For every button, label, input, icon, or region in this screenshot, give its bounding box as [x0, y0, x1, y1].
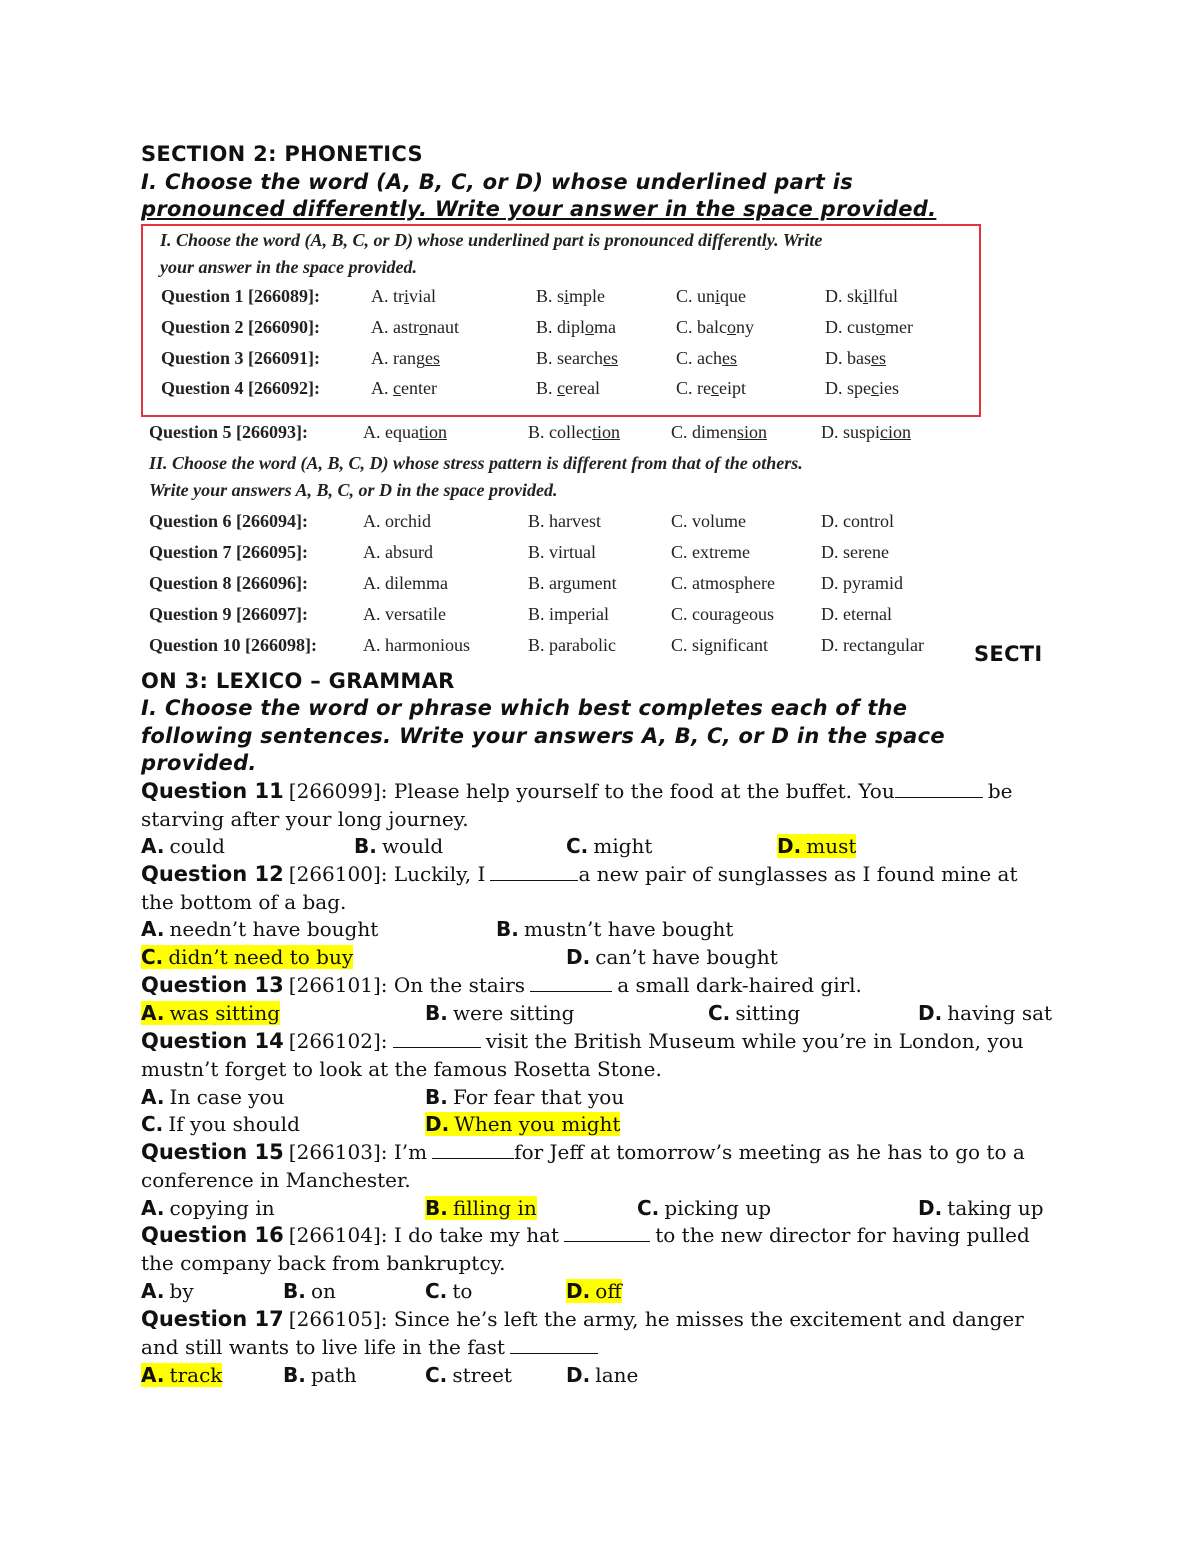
pron-option-a[interactable]: [371, 286, 436, 307]
question-11-stem: Question 11 [266099]: Please help yourself to the food at the buffet. You be: [141, 779, 1013, 803]
option-text: C. ach: [676, 348, 722, 368]
pron-option-a[interactable]: [371, 317, 459, 338]
section3-instruction-line3: provided.: [141, 751, 257, 775]
stress-option-d[interactable]: D. pyramid: [821, 573, 903, 593]
underlined-part: c: [393, 378, 401, 398]
underlined-part: tion: [418, 422, 447, 442]
image-instruction-line2: your answer in the space provided.: [160, 257, 418, 277]
question-17-stem: Question 17 [266105]: Since he’s left the army, he misses the excitement and danger: [141, 1307, 1024, 1331]
pron-option-a[interactable]: [371, 348, 440, 369]
option-text: eipt: [719, 378, 746, 398]
q14-option-c[interactable]: C. If you should: [141, 1112, 300, 1136]
pron-option-c[interactable]: [676, 317, 754, 338]
question-11-stem-line2: starving after your long journey.: [141, 807, 469, 831]
question-label: Question 16: [141, 1223, 284, 1247]
stress-question-label: Question 9 [266097]:: [149, 604, 308, 624]
underlined-part: i: [715, 286, 721, 306]
q15-option-c[interactable]: C. picking up: [637, 1196, 772, 1220]
q11-option-b[interactable]: B. would: [354, 834, 444, 858]
q12-option-b[interactable]: B. mustn’t have bought: [496, 917, 734, 941]
q13-option-d[interactable]: D. having sat: [918, 1001, 1053, 1025]
pron-option-d[interactable]: [825, 348, 886, 369]
pron-option-b[interactable]: [536, 348, 618, 369]
underlined-part: o: [876, 317, 885, 337]
option-text: C. un: [676, 286, 716, 306]
stress-option-d[interactable]: D. serene: [821, 542, 889, 562]
q17-option-d[interactable]: D. lane: [566, 1363, 639, 1387]
pron-option-b[interactable]: [536, 317, 616, 338]
option-text: naut: [428, 317, 459, 337]
option-text: B. search: [536, 348, 603, 368]
stress-instruction-line2: Write your answers A, B, C, or D in the space provided.: [149, 480, 558, 500]
question-16-stem-line2: the company back from bankruptcy.: [141, 1251, 506, 1275]
q12-option-d[interactable]: D. can’t have bought: [566, 945, 778, 969]
pron-option-d[interactable]: [825, 317, 913, 338]
answer-blank: [530, 990, 612, 992]
q16-option-a[interactable]: A. by: [141, 1279, 194, 1303]
stress-question-label: Question 7 [266095]:: [149, 542, 308, 562]
option-text: mple: [569, 286, 606, 306]
question-14-stem-line2: mustn’t forget to look at the famous Rosetta Stone.: [141, 1057, 662, 1081]
q11-option-c[interactable]: C. might: [566, 834, 653, 858]
answer-blank: [393, 1046, 481, 1048]
q14-option-d-answer[interactable]: D. When you might: [425, 1112, 621, 1136]
section3-title-part1: SECTI: [974, 642, 1043, 666]
stress-option-b[interactable]: B. virtual: [528, 542, 596, 562]
stress-option-d[interactable]: D. rectangular: [821, 635, 924, 655]
stress-option-a[interactable]: A. harmonious: [363, 635, 470, 655]
pron-question-label: Question 5 [266093]:: [149, 422, 308, 442]
section3-instruction-line1: I. Choose the word or phrase which best completes each of the: [141, 696, 908, 720]
stress-option-c[interactable]: C. significant: [671, 635, 768, 655]
underlined-part: i: [863, 286, 869, 306]
pron-option-c[interactable]: [676, 348, 737, 369]
option-text: B. dipl: [536, 317, 586, 337]
q13-option-a-answer[interactable]: A. was sitting: [141, 1001, 281, 1025]
q11-option-d-answer[interactable]: D. must: [777, 834, 857, 858]
answer-blank: [564, 1240, 650, 1242]
q17-option-c[interactable]: C. street: [425, 1363, 512, 1387]
question-16-stem: Question 16 [266104]: I do take my hat to the new director for having pulled: [141, 1223, 1030, 1247]
q16-option-c[interactable]: C. to: [425, 1279, 473, 1303]
option-text: C. balc: [676, 317, 727, 337]
stress-option-a[interactable]: A. versatile: [363, 604, 446, 624]
q17-option-a-answer[interactable]: A. track: [141, 1363, 223, 1387]
section3-title-part2: ON 3: LEXICO – GRAMMAR: [141, 669, 455, 693]
q12-option-a[interactable]: A. needn’t have bought: [141, 917, 379, 941]
q13-option-c[interactable]: C. sitting: [708, 1001, 801, 1025]
question-12-stem-line2: the bottom of a bag.: [141, 890, 347, 914]
option-text: vial: [409, 286, 437, 306]
option-text: A. rang: [371, 348, 425, 368]
question-label: Question 14: [141, 1029, 284, 1053]
answer-blank: [432, 1157, 514, 1159]
pron-question-label: Question 2 [266090]:: [161, 317, 320, 337]
question-17-stem-line2: and still wants to live life in the fast: [141, 1335, 598, 1359]
pron-option-b[interactable]: [528, 422, 620, 443]
pron-option-a[interactable]: [363, 422, 447, 443]
pron-option-d[interactable]: [825, 378, 899, 399]
option-text: C. re: [676, 378, 711, 398]
stress-option-c[interactable]: C. extreme: [671, 542, 750, 562]
question-15-stem-line2: conference in Manchester.: [141, 1168, 411, 1192]
stress-option-a[interactable]: A. absurd: [363, 542, 433, 562]
underlined-part: es: [871, 348, 886, 368]
q14-option-b[interactable]: B. For fear that you: [425, 1085, 625, 1109]
underlined-part: o: [727, 317, 736, 337]
underlined-part: es: [602, 348, 618, 368]
q15-option-d[interactable]: D. taking up: [918, 1196, 1044, 1220]
pron-option-b[interactable]: [536, 286, 605, 307]
option-text: D. suspi: [821, 422, 881, 442]
underlined-part: o: [585, 317, 595, 337]
option-text: A.: [371, 378, 393, 398]
stress-option-d[interactable]: D. eternal: [821, 604, 892, 624]
option-text: ies: [879, 378, 899, 398]
question-label: Question 11: [141, 779, 284, 803]
stress-option-c[interactable]: C. volume: [671, 511, 746, 531]
option-text: D. sk: [825, 286, 864, 306]
option-text: llful: [868, 286, 899, 306]
stress-option-c[interactable]: C. courageous: [671, 604, 774, 624]
question-12-stem: Question 12 [266100]: Luckily, I a new pair of sunglasses as I found mine at: [141, 862, 1018, 886]
q13-option-b[interactable]: B. were sitting: [425, 1001, 575, 1025]
option-text: ny: [736, 317, 754, 337]
stress-option-b[interactable]: B. harvest: [528, 511, 601, 531]
stress-question-label: Question 10 [266098]:: [149, 635, 317, 655]
option-text: D. bas: [825, 348, 871, 368]
underlined-part: c: [871, 378, 879, 398]
pron-option-c[interactable]: [676, 378, 746, 399]
underlined-part: es: [721, 348, 737, 368]
option-text: mer: [885, 317, 913, 337]
question-label: Question 12: [141, 862, 284, 886]
option-text: C. dimen: [671, 422, 737, 442]
option-text: ereal: [565, 378, 600, 398]
question-14-stem: Question 14 [266102]: visit the British Museum while you’re in London, you: [141, 1029, 1024, 1053]
underlined-part: c: [557, 378, 566, 398]
question-15-stem: Question 15 [266103]: I’m for Jeff at tomorrow’s meeting as he has to go to a: [141, 1140, 1025, 1164]
option-text: que: [720, 286, 747, 306]
option-text: B. s: [536, 286, 565, 306]
question-label: Question 15: [141, 1140, 284, 1164]
q14-option-a[interactable]: A. In case you: [141, 1085, 285, 1109]
underlined-part: sion: [737, 422, 768, 442]
underlined-part: i: [564, 286, 570, 306]
stress-option-a[interactable]: A. orchid: [363, 511, 431, 531]
underlined-part: cion: [880, 422, 912, 442]
option-text: A. tr: [371, 286, 404, 306]
option-text: B. collec: [528, 422, 592, 442]
underlined-part: i: [404, 286, 410, 306]
section2-title: SECTION 2: PHONETICS: [141, 142, 423, 166]
option-text: enter: [401, 378, 437, 398]
stress-option-b[interactable]: B. parabolic: [528, 635, 616, 655]
underlined-part: es: [424, 348, 440, 368]
stress-question-label: Question 8 [266096]:: [149, 573, 308, 593]
stress-option-a[interactable]: A. dilemma: [363, 573, 448, 593]
stress-question-label: Question 6 [266094]:: [149, 511, 308, 531]
answer-blank: [895, 796, 983, 798]
pron-option-c[interactable]: [671, 422, 767, 443]
stress-option-c[interactable]: C. atmosphere: [671, 573, 775, 593]
question-13-stem: Question 13 [266101]: On the stairs a small dark-haired girl.: [141, 973, 862, 997]
option-text: D. spe: [825, 378, 871, 398]
underlined-part: c: [711, 378, 719, 398]
image-instruction-line1: I. Choose the word (A, B, C, or D) whose underlined part is pronounced differently. Write: [160, 230, 823, 250]
stress-option-d[interactable]: D. control: [821, 511, 894, 531]
pron-option-b[interactable]: [536, 378, 600, 399]
q17-option-b[interactable]: B. path: [283, 1363, 357, 1387]
section3-instruction-line2: following sentences. Write your answers A, B, C, or D in the space: [141, 724, 945, 748]
section2-instruction-line1: I. Choose the word (A, B, C, or D) whose underlined part is: [141, 170, 854, 194]
q15-option-a[interactable]: A. copying in: [141, 1196, 275, 1220]
option-text: A. equa: [363, 422, 419, 442]
option-text: D. cust: [825, 317, 876, 337]
q16-option-b[interactable]: B. on: [283, 1279, 336, 1303]
pron-question-label: Question 1 [266089]:: [161, 286, 320, 306]
stress-instruction-line1: II. Choose the word (A, B, C, D) whose stress pattern is different from that of the others.: [149, 453, 803, 473]
stress-option-b[interactable]: B. argument: [528, 573, 617, 593]
answer-blank: [490, 879, 578, 881]
question-label: Question 13: [141, 973, 284, 997]
answer-blank: [510, 1352, 598, 1354]
option-text: B.: [536, 378, 558, 398]
pron-option-d[interactable]: [825, 286, 898, 307]
q11-option-a[interactable]: A. could: [141, 834, 225, 858]
option-text: ma: [594, 317, 617, 337]
q12-option-c-answer[interactable]: C. didn’t need to buy: [141, 945, 354, 969]
q16-option-d-answer[interactable]: D. off: [566, 1279, 622, 1303]
option-text: A. astr: [371, 317, 419, 337]
underlined-part: tion: [591, 422, 620, 442]
stress-option-b[interactable]: B. imperial: [528, 604, 609, 624]
pron-option-c[interactable]: [676, 286, 746, 307]
pron-question-label: Question 4 [266092]:: [161, 378, 320, 398]
q15-option-b-answer[interactable]: B. filling in: [425, 1196, 537, 1220]
question-label: Question 17: [141, 1307, 284, 1331]
section2-instruction-line2: pronounced differently. Write your answer in the space provided.: [141, 197, 937, 221]
pron-question-label: Question 3 [266091]:: [161, 348, 320, 368]
pron-option-d[interactable]: [821, 422, 911, 443]
underlined-part: o: [419, 317, 428, 337]
pron-option-a[interactable]: [371, 378, 437, 399]
